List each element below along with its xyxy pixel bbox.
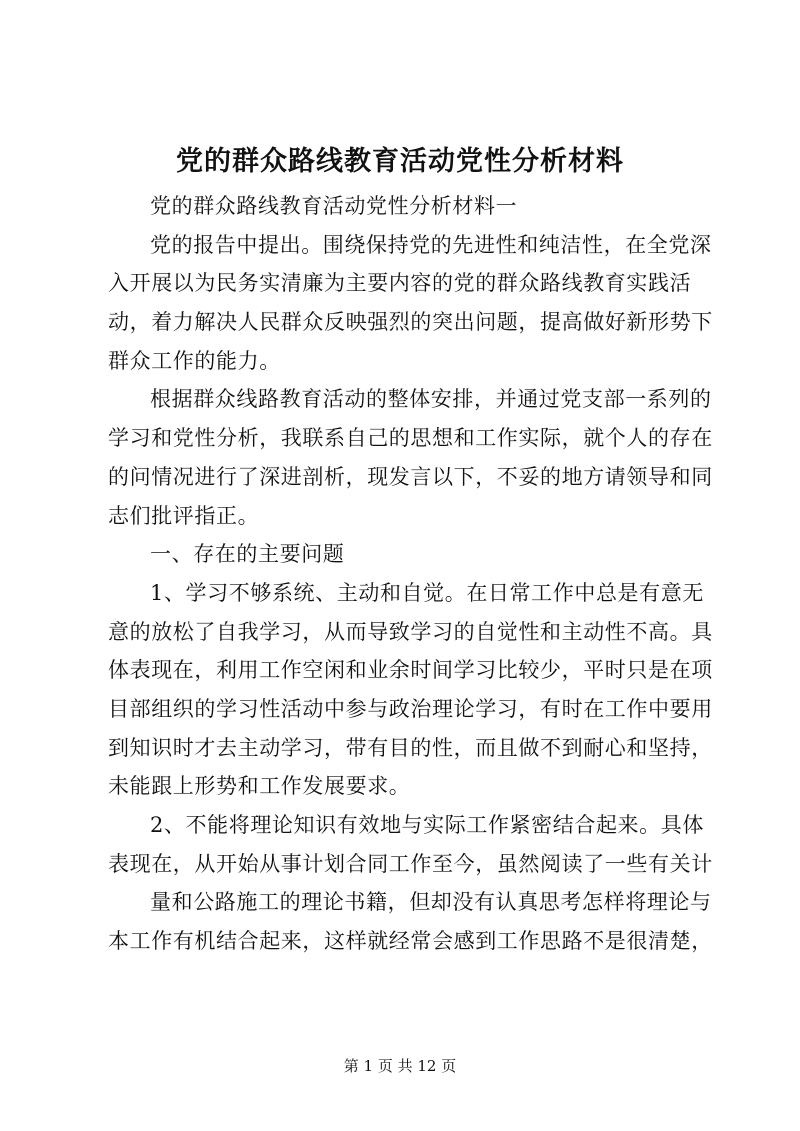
page-footer: 第 1 页 共 12 页 [343,1057,457,1075]
text-line: 的问情况进行了深进剖析，现发言以下，不妥的地方请领导和同 [108,464,713,489]
text-line: 2、不能将理论知识有效地与实际工作紧密结合起来。具体 [150,813,704,837]
text-line: 一、存在的主要问题 [150,542,345,567]
text-line: 根据群众线路教育活动的整体安排，并通过党支部一系列的 [150,387,712,412]
text-line: 志们批评指正。 [108,503,260,528]
text-line: 学习和党性分析，我联系自己的思想和工作实际，就个人的存在 [108,426,713,451]
text-line: 党的报告中提出。围绕保持党的先进性和纯洁性，在全党深 [150,232,712,257]
text-line: 入开展以为民务实清廉为主要内容的党的群众路线教育实践活 [108,271,692,296]
text-line: 群众工作的能力。 [108,348,281,373]
document-title: 党的群众路线教育活动党性分析材料 [176,146,624,177]
text-line: 党的群众路线教育活动党性分析材料一 [150,194,518,218]
text-line: 意的放松了自我学习，从而导致学习的自觉性和主动性不高。具 [108,619,713,644]
text-line: 动，着力解决人民群众反映强烈的突出问题，提高做好新形势下 [108,310,713,335]
text-line: 体表现在，利用工作空闲和业余时间学习比较少，平时只是在项 [108,658,713,683]
text-line: 到知识时才去主动学习，带有目的性，而且做不到耐心和坚持， [108,735,713,760]
text-line: 本工作有机结合起来，这样就经常会感到工作思路不是很清楚， [108,929,713,954]
text-line: 目部组织的学习性活动中参与政治理论学习，有时在工作中要用 [108,696,713,721]
text-line: 1、学习不够系统、主动和自觉。在日常工作中总是有意无 [150,580,704,605]
text-line: 表现在，从开始从事计划合同工作至今，虽然阅读了一些有关计 [108,851,713,876]
text-line: 未能跟上形势和工作发展要求。 [108,774,411,799]
document-body [108,187,713,961]
text-line: 量和公路施工的理论书籍，但却没有认真思考怎样将理论与 [150,890,712,915]
